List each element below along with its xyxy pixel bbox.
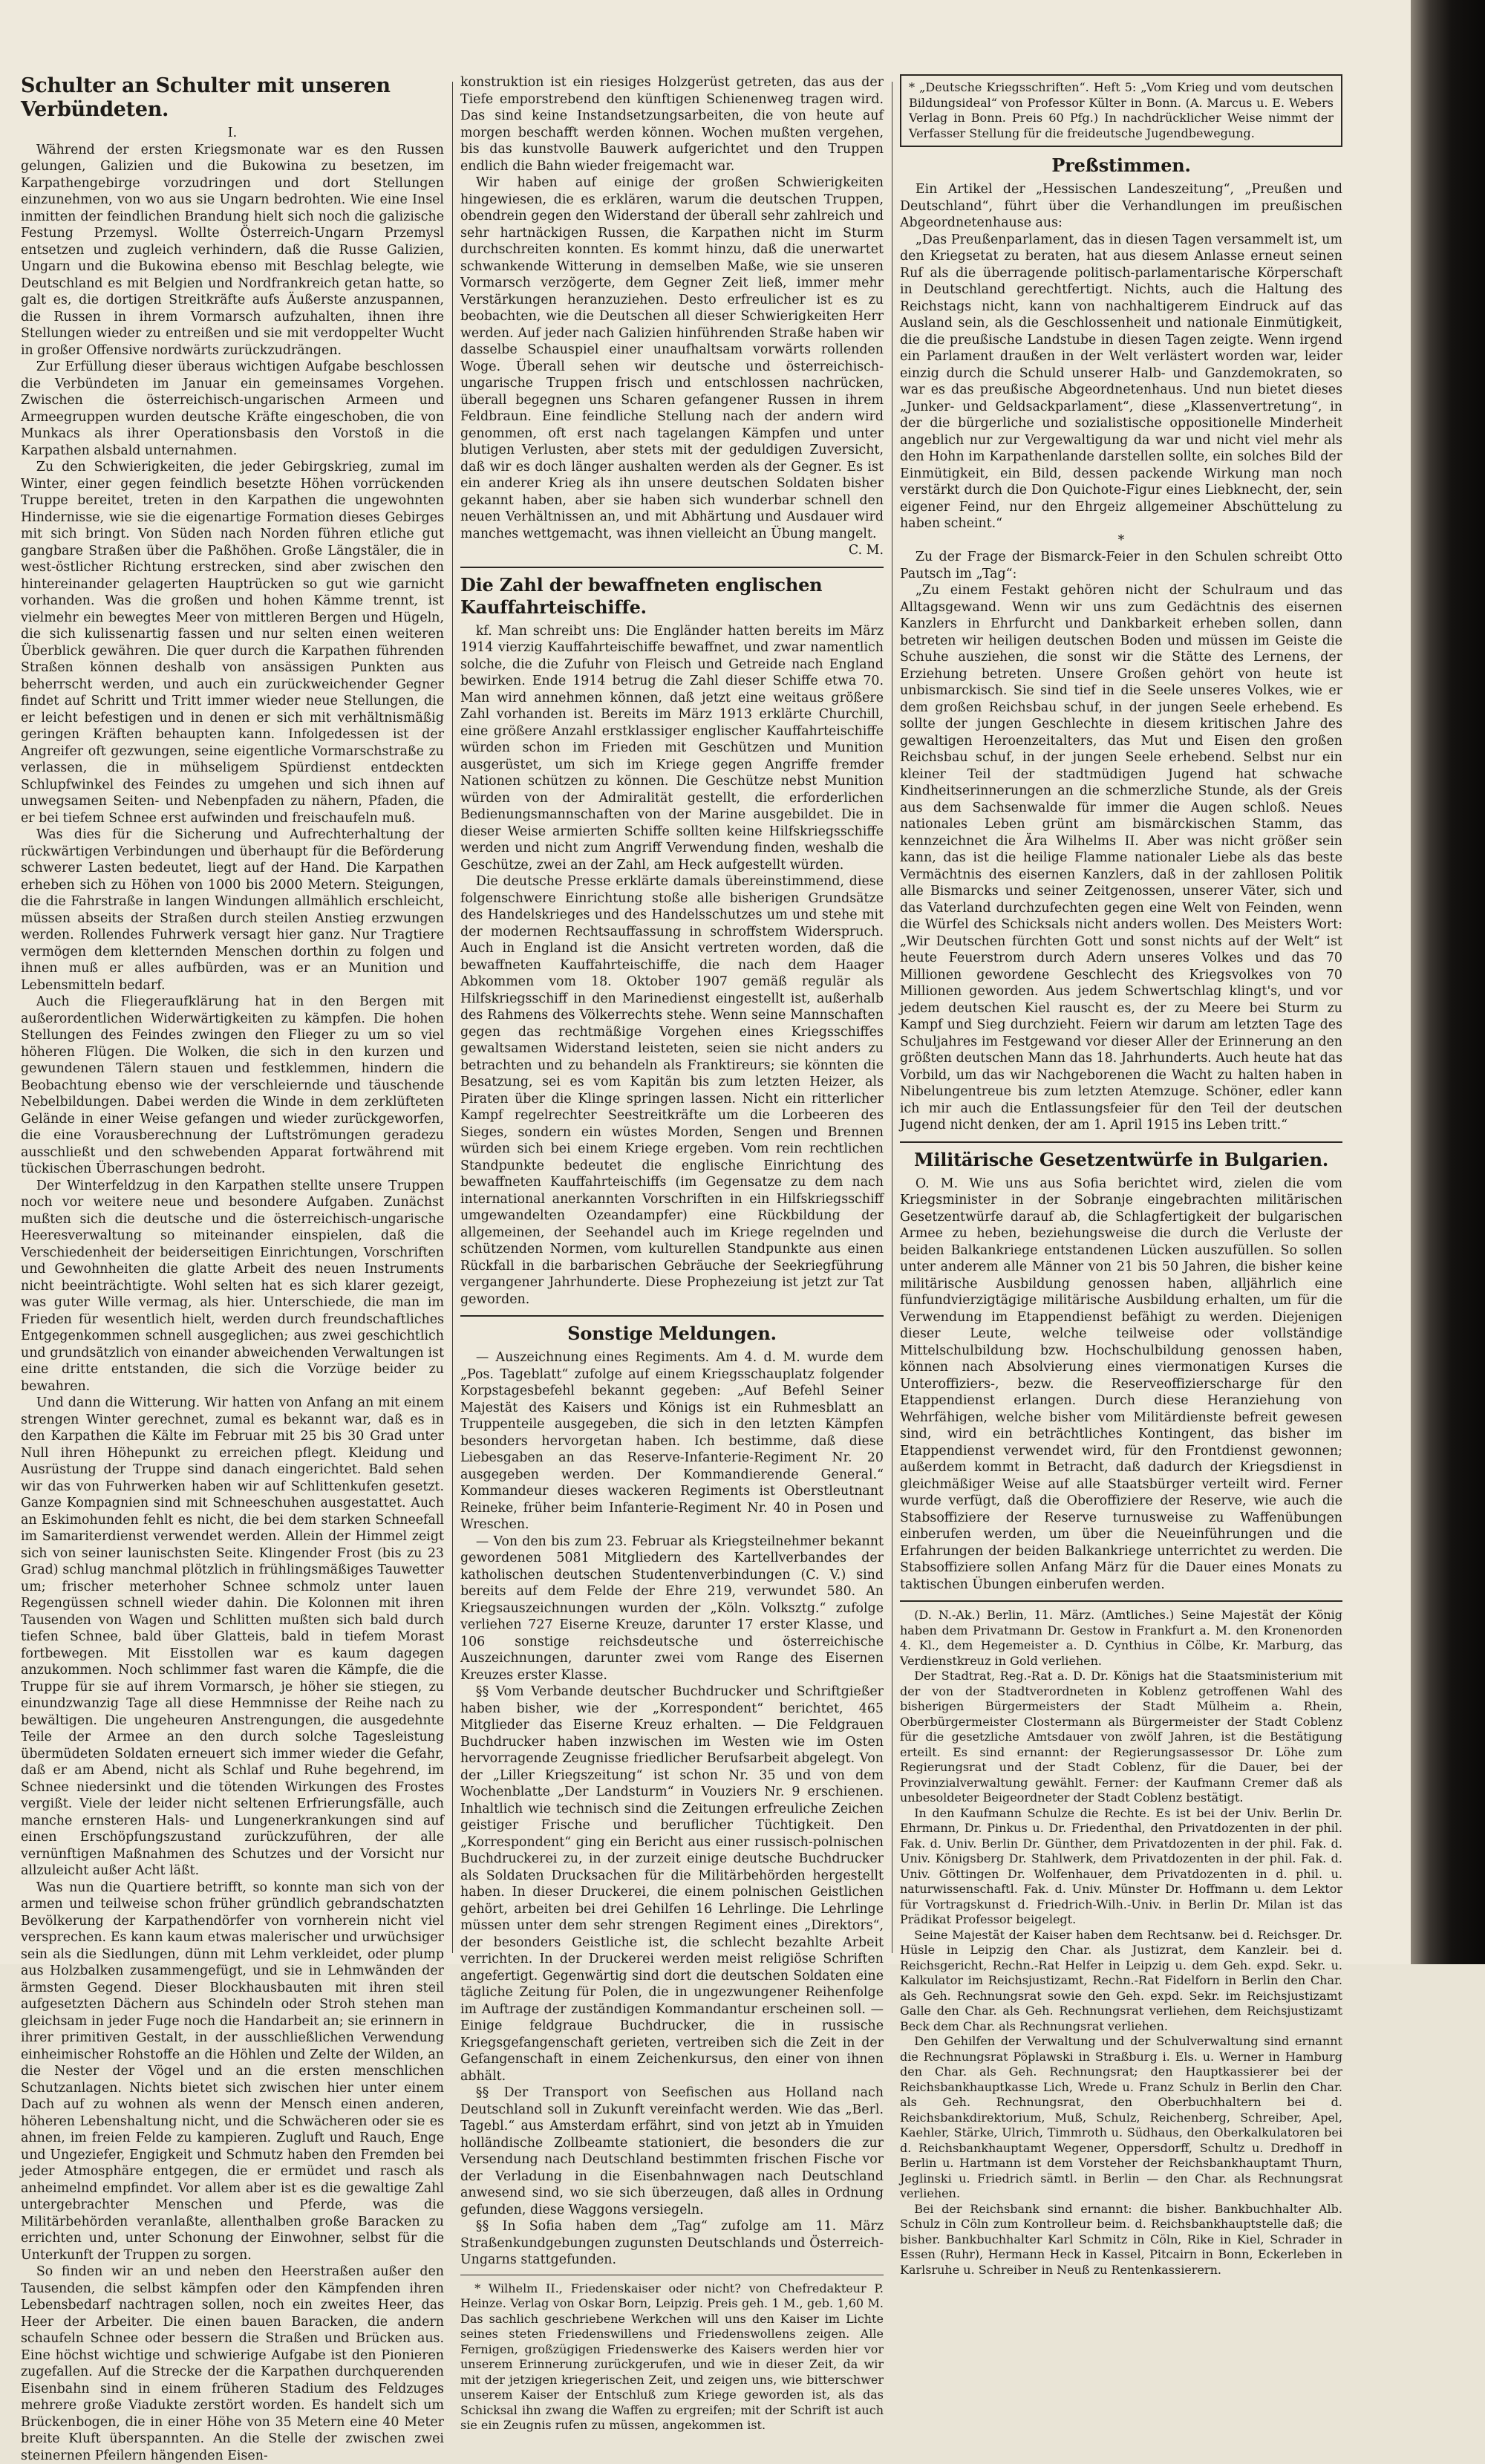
paragraph: Zu den Schwierigkeiten, die jeder Gebirgskrieg, zumal im Winter, einer gegen feindlich besetzte Höhen vorrückenden Truppe bereitet, treten in den Karpathen die ungewohnten Hindernisse, wie sie die eigenartige Formation dieses Gebirges mit sich bringt. Von Süden nach Norden führen etliche gut gangbare Straßen über die Paßhöhen. Große Längstäler, die in west-östlicher Richtung erstrecken, sind aber zwischen den hintereinander gelagerten Hauptrücken so gut wie garnicht vorhanden. Was die großen und hohen Kämme trennt, ist vielmehr ein bewegtes Meer von mittleren Bergen und Hügeln, die sich kulissenartig fassen und nur selten einen weiteren Überblick gewähren. Die quer durch die Karpathen führenden Straßen können deshalb von ansässigen Punkten aus beherrscht werden, und auch ein zurückweichender Gegner findet auf Schritt und Tritt immer wieder neue Stellungen, die er leicht befestigen und in denen er sich mit verhältnismäßig geringen Kräften behaupten kann. Infolgedessen ist der Angreifer oft gezwungen, seine eigentliche Vormarschstraße zu verlassen, die in mühseligem Spürdienst entdeckten Schlupfwinkel des Feindes zu umgehen und sich ihnen auf unwegsamen Seiten- und Nebenpfaden zu nähern, Pfaden, die er bei tiefem Schnee erst aufwinden und freischaufeln muß. xyxy=(21,459,444,827)
paragraph: Zur Erfüllung dieser überaus wichtigen Aufgabe beschlossen die Verbündeten im Januar ein gemeinsames Vorgehen. Zwischen die österreichisch-ungarischen Armeen und Armeegruppen wurden deutsche Kräfte eingeschoben, die von Munkacs als ihrer Operationsbasis den Vorstoß in die Karpathen alsbald unternahmen. xyxy=(21,359,444,459)
article-part-number: I. xyxy=(21,125,444,142)
article-body xyxy=(21,142,444,2464)
paragraph: „Zu einem Festakt gehören nicht der Schulraum und das Alltagsgewand. Wenn wir uns zum Gedächtnis des eisernen Kanzlers in Ehrfurcht und Dankbarkeit erheben sollen, dann betreten wir heiligen deutschen Boden und müssen im Geiste die Schuhe ausziehen, die sonst wir die Stätte des Lernens, der Erziehung betreten. Unsere Großen gehört von heute ist unbismarckisch. Sie sind tief in die Seele unseres Volkes, wie er dem großen Reichsbau schuf, in der jungen Seele erhebend. Es sollte der jungen Geschlechte in diesem kritischen Jahre des gewaltigen Heroenzeitalters, das Mut und Eisen den großen Reichsbau schuf, in der jungen Seele erhebend. Selbst nur ein kleiner Teil der stadtmüdigen Jugend hat schwache Kindheitserinnerungen an die schmerzliche Stunde, als der Greis aus dem Sachsenwalde für immer die Augen schloß. Neues nationales Leben grünt am bismärckischen Stamm, das kennzeichnet die Ära Wilhelms II. Aber was nicht größer sein kann, das ist die heilige Flamme nationaler Liebe als das beste Vermächtnis des eisernen Kanzlers, daß in der zahllosen Politik alle Bismarcks und seiner Zeitgenossen, unserer Väter, sich und das Vaterland durchzufechten gegen eine Welt von Feinden, wenn die Würfel des Schicksals nicht anders wollen. Des Meisters Wort: „Wir Deutschen fürchten Gott und sonst nichts auf der Welt“ ist heute Feuerstrom durch Adern unseres Volkes und das 70 Millionen gewordene Geschlecht des Kriegsvolkes von 70 Millionen geworden. Aus jedem Schwertschlag klingt's, und vor jedem deutschen Kiel rauscht es, der zu Meere bei Sturm zu Kampf und Sieg durchzieht. Feiern wir darum am letzten Tage des Schuljahres im Festgewand vor dieser Aller der Erinnerung an den größten deutschen Mann das 18. Jahrhunderts. Auch heute hat das Vorbild, um das wir Nachgeborenen die Wacht zu halten haben in Nibelungentreue bis zum letzten Atemzuge. Schöner, edler kann ich mir auch die Entlassungsfeier für den Teil der deutschen Jugend nicht denken, der am 1. April 1915 ins Leben tritt.“ xyxy=(900,582,1342,1134)
star-divider: * xyxy=(900,532,1342,550)
section-title-press: Preßstimmen. xyxy=(900,154,1342,177)
paragraph: kf. Man schreibt uns: Die Engländer hatten bereits im März 1914 vierzig Kauffahrteischiffe bewaffnet, und zwar namentlich solche, die die Zufuhr von Fleisch und Getreide nach England bewirken. Ende 1914 betrug die Zahl dieser Schiffe etwa 70. Man wird annehmen können, daß jetzt eine weitaus größere Zahl vorhanden ist. Bereits im März 1913 erklärte Churchill, eine größere Anzahl erstklassiger englischer Kauffahrteischiffe würden schon im Frieden mit Geschützen und Munition ausgerüstet, um sich im Kriege gegen Angriffe fremder Nationen schützen zu können. Die Geschütze nebst Munition würden von der Admiralität gestellt, die erforderlichen Bedienungsmannschaften von der Marine ausgebildet. Die in dieser Weise armierten Schiffe sollten keine Hilfskriegsschiffe werden und nicht zum Angriff Verwendung finden, weshalb die Geschütze, zwei an der Zahl, am Heck aufgestellt würden. xyxy=(460,623,884,874)
paragraph: Zu der Frage der Bismarck-Feier in den Schulen schreibt Otto Pautsch im „Tag“: xyxy=(900,549,1342,582)
section-title-bulgaria: Militärische Gesetzentwürfe in Bulgarien. xyxy=(900,1149,1342,1171)
column-2 xyxy=(460,74,884,1953)
paragraph: Was dies für die Sicherung und Aufrechterhaltung der rückwärtigen Verbindungen und überhaupt für die Beförderung schwerer Lasten bedeutet, liegt auf der Hand. Die Karpathen erheben sich zu Höhen von 1000 bis 2000 Metern. Steigungen, die die Fahrstraße in langen Windungen allmählich erschleicht, müssen abseits der Straßen durch steilen Anstieg erzwungen werden. Rollendes Fuhrwerk versagt hier ganz. Nur Tragtiere vermögen dem kletternden Menschen dorthin zu folgen und ihnen muß er alles aufbürden, was er an Munition und Lebensmitteln bedarf. xyxy=(21,827,444,994)
paragraph: Auch die Fliegeraufklärung hat in den Bergen mit außerordentlichen Widerwärtigkeiten zu kämpfen. Die hohen Stellungen des Feindes zwingen den Flieger zu um so viel höheren Flügen. Die Wolken, die sich in den kurzen und gewundenen Tälern stauen und festklemmen, hindern die Beobachtung ebenso wie der verschleiernde und täuschende Nebelbildungen. Dabei werden die Winde in dem zerklüfteten Gelände in einer Weise gefangen und wieder zurückgeworfen, die eine Vorausberechnung der Luftströmungen geradezu ausschließt und den schwebenden Apparat fortwährend mit tückischen Überraschungen bedroht. xyxy=(21,994,444,1178)
column-3 xyxy=(900,74,1342,1953)
section-divider xyxy=(900,1141,1342,1143)
paragraph: Wir haben auf einige der großen Schwierigkeiten hingewiesen, die es erklären, warum die deutschen Truppen, obendrein gegen den Widerstand der überall sehr zahlreich und sehr hartnäckigen Russen, die Karpathen nicht im Sturm durchschreiten konnten. Es kommt hinzu, daß die unerwartet schwankende Witterung in demselben Maße, wie sie unseren Vormarsch verzögerte, dem Gegner Zeit ließ, immer mehr Verstärkungen heranzuziehen. Desto erfreulicher ist es zu beobachten, wie die Deutschen all dieser Schwierigkeiten Herr werden. Auf jeder nach Galizien hinführenden Straße haben wir dasselbe Schauspiel einer unaufhaltsam vorwärts rollenden Woge. Überall sehen wir deutsche und österreichisch-ungarische Truppen frisch und entschlossen nachrücken, überall begegnen uns Scharen gefangener Russen in ihrem Feldbraun. Eine feindliche Stellung nach der andern wird genommen, oft erst nach tagelangen Kämpfen und unter blutigen Verlusten, aber stets mit der geduldigen Zuversicht, daß wir es doch länger aushalten werden als der Gegner. Es ist ein anderer Krieg als ihn unsere deutschen Soldaten bisher gekannt haben, aber sie haben sich wunderbar schnell den neuen Verhältnissen an, und mit Abhärtung und Ausdauer wird manches wettgemacht, was ihnen vielleicht an Übung mangelt. xyxy=(460,175,884,542)
news-item: §§ Vom Verbande deutscher Buchdrucker und Schriftgießer haben bisher, wie der „Korrespondent“ berichtet, 465 Mitglieder das Eiserne Kreuz erhalten. — Die Feldgrauen Buchdrucker haben inzwischen im Westen wie im Osten hervorragende Zeugnisse friedlicher Berufsarbeit abgelegt. Von der „Liller Kriegszeitung“ ist schon Nr. 35 und von dem Wochenblatte „Der Landsturm“ in Vouziers Nr. 9 erschienen. Inhaltlich wie technisch sind die Zeitungen erfreuliche Zeichen geistiger Frische und beruflicher Tüchtigkeit. Den „Korrespondent“ ging ein Bericht aus einer russisch-polnischen Buchdruckerei zu, in der zurzeit einige deutsche Buchdrucker als Soldaten Drucksachen für die Militärbehörden hergestellt haben. In dieser Druckerei, die einem polnischen Geistlichen gehört, arbeiten bei drei Gehilfen 16 Lehrlinge. Die Lehrlinge müssen unter dem sehr strengen Regiment eines „Direktors“, der besonders Geistliche ist, die schlecht bezahlte Arbeit verrichten. In der Druckerei werden meist religiöse Schriften angefertigt. Gegenwärtig sind dort die deutschen Soldaten eine tägliche Zeitung für Polen, die in ungezwungener Reihenfolge im Auftrage der zuständigen Kommandantur erscheinen soll. — Einige feldgraue Buchdrucker, die in russische Kriegsgefangenschaft gerieten, vertreiben sich die Zeit in der Gefangenschaft in einem Zeichenkursus, den einer von ihnen abhält. xyxy=(460,1684,884,2085)
paragraph: Und dann die Witterung. Wir hatten von Anfang an mit einem strengen Winter gerechnet, zumal es bekannt war, daß es in den Karpathen die Kälte im Februar mit 25 bis 30 Grad unter Null ihren Höhepunkt zu erreichen pflegt. Kleidung und Ausrüstung der Truppe sind danach eingerichtet. Bald sehen wir das von Fuhrwerken haben wir auf Schlittenkufen gesetzt. Ganze Kompagnien sind mit Schneeschuhen ausgestattet. Auch an Eskimohunden fehlt es nicht, die bei dem starken Schneefall im Samariterdienst verwendet werden. Allein der Himmel zeigt sich von seiner launischsten Seite. Klingender Frost (bis zu 23 Grad) schlug manchmal plötzlich in frühlingsmäßiges Tauwetter um; frischer meterhoher Schnee schmolz unter lauen Regengüssen schnell wieder dahin. Die Kolonnen mit ihren Tausenden von Wagen und Schlitten mußten sich bald durch tiefen Schnee, bald über Glatteis, bald in tiefem Morast fortbewegen. Mit Eisstollen war es kaum dagegen anzukommen. Noch schlimmer fast waren die Kämpfe, die die Truppe für sie auf ihrem Vormarsch, je höher sie stiegen, zu einundzwanzig Tage all diese Hemmnisse der Reihe nach zu bewältigen. Die ungeheuren Anstrengungen, die ausgedehnte Teile der Armee an den durch solche Tagesleistung übermüdeten Soldaten erneuert sich immer wieder die Gefahr, daß er am Abend, nicht als Schlaf und Ruhe begehrend, im Schnee niedersinkt und die tötenden Wirkungen des Frostes vergißt. Viele der leider nicht seltenen Erfrierungsfälle, auch manche ernsteren Hals- und Lungenerkrankungen sind auf einen Erschöpfungszustand zurückzuführen, der alle vernünftigen Maßnahmen des Schutzes und der Vorsicht nur allzuleicht außer Acht läßt. xyxy=(21,1395,444,1880)
official-notice: Bei der Reichsbank sind ernannt: die bisher. Bankbuchhalter Alb. Schulz in Cöln zum Kontrolleur beim. d. Reichsbankhauptstelle daß; die bisher. Bankbuchhalter Karl Schmitz in Cöln, Rike in Kiel, Schrader in Essen (Ruhr), Hermann Heck in Kassel, Pitcairn in Bonn, Eckerleben in Karlsruhe u. Schreiber in Neuß zu Rentenkassierern. xyxy=(900,2202,1342,2278)
paragraph: O. M. Wie uns aus Sofia berichtet wird, zielen die vom Kriegsminister in der Sobranje eingebrachten militärischen Gesetzentwürfe darauf ab, die Schlagfertigkeit der bulgarischen Armee zu heben, beziehungsweise die durch die Verluste der beiden Balkankriege entstandenen Lücken auszufüllen. So sollen unter anderem alle Männer von 21 bis 50 Jahren, die bisher keine militärische Ausbildung genossen haben, alljährlich eine fünfundvierzigtägige militärische Ausbildung erhalten, um für die Verwendung im Etappendienst befähigt zu werden. Diejenigen dieser Leute, welche teilweise oder vollständige Mittelschulbildung bzw. Hochschulbildung genossen haben, können nach Absolvierung eines viermonatigen Kurses die Unteroffiziers-, bezw. die Reserveoffizierscharge für den Etappendienst erlangen. Durch diese Heranziehung von Wehrfähigen, welche bisher vom Militärdienste befreit gewesen sind, wird ein beträchtliches Kontingent, das bisher im Etappendienst verwendet wird, für den Frontdienst gewonnen; außerdem kommt in Betracht, daß dadurch der Kriegsdienst in gleichmäßiger Weise auf alle Staatsbürger verteilt wird. Ferner wurde verfügt, daß die Oberoffiziere der Reserve, wie auch die Stabsoffiziere der Reserve turnusweise zu Waffenübungen einberufen werden, um über die Neueinführungen und die Erfahrungen der beiden Balkankriege unterrichtet zu werden. Die Stabsoffiziere sollen Anfang März für die Dauer eines Monats zu taktischen Übungen einberufen werden. xyxy=(900,1176,1342,1594)
official-notice: (D. N.-Ak.) Berlin, 11. März. (Amtliches.) Seine Majestät der König haben dem Privatmann Dr. Gestow in Frankfurt a. M. den Kronenorden 4. Kl., dem Hegemeister a. D. Cynthius in Cölbe, Kr. Marburg, das Verdienstkreuz in Gold verliehen. xyxy=(900,1608,1342,1669)
official-notice: Seine Majestät der Kaiser haben dem Rechtsanw. bei d. Reichsger. Dr. Hüsle in Leipzig den Char. als Justizrat, dem Kanzleir. bei d. Reichsgericht, Rechn.-Rat Helfer in Leipzig u. dem Geh. expd. Sekr. u. Kalkulator im Reichsjustizamt, Rechn.-Rat Fidelforn in Berlin den Char. als Geh. Rechnungsrat sowie den Geh. expd. Sekr. im Reichsjustizamt Galle den Char. als Geh. Rechnungsrat verliehen, dem Reichsjustizamt Beck dem Char. als Rechnungsrat verliehen. xyxy=(900,1928,1342,2035)
section-divider xyxy=(900,1600,1342,1602)
news-item: — Von den bis zum 23. Februar als Kriegsteilnehmer bekannt gewordenen 5081 Mitgliedern des Kartellverbandes der katholischen deutschen Studentenverbindungen (C. V.) sind bereits auf dem Felde der Ehre 219, verwundet 580. An Kriegsauszeichnungen wurden der „Köln. Volksztg.“ zufolge verliehen 727 Eiserne Kreuze, darunter 17 erster Klasse, und 106 sonstige reichsdeutsche und österreichische Auszeichnungen, darunter zwei vom Range des Eisernen Kreuzes erster Klasse. xyxy=(460,1534,884,1684)
article-title: Schulter an Schulter mit unseren Verbündeten. xyxy=(21,74,444,122)
author-signature: C. M. xyxy=(460,542,884,559)
official-notice: Der Stadtrat, Reg.-Rat a. D. Dr. Königs hat die Staatsministerium mit der von der Stadtverordneten in Koblenz getroffenen Wahl des bisherigen Bürgermeisters der Stadt Mülheim a. Rhein, Oberbürgermeister Clostermann als Bürgermeister der Stadt Coblenz für die gesetzliche Amtsdauer von zwölf Jahren, ist die Bestätigung erteilt. Es sind ernannt: der Regierungsassessor Dr. Löhe zum Regierungsrat und der Stadt Coblenz, für die Dauer, bei der Provinzialverwaltung gewählt. Ferner: der Kaufmann Cremer daß als unbesoldeter Beigeordneter der Stadt Coblenz bestätigt. xyxy=(900,1669,1342,1806)
paragraph: Was nun die Quartiere betrifft, so konnte man sich von der armen und teilweise schon früher gründlich gebrandschatzten Bevölkerung der Karpathendörfer von vornherein nicht viel versprechen. Es kann kaum etwas malerischer und urwüchsiger sein als die Siedlungen, dünn mit Lehm verkleidet, oder plump aus Holzbalken zusammengefügt, und sie in Lehmwänden der ärmsten Gegend. Dieser Blockhausbauten mit ihren steil aufgesetzten Dächern aus Schindeln oder Stroh stehen man gleichsam in jeder Fuge noch die Handarbeit an; sie erinnern in ihrer primitiven Gestalt, in der ausschließlichen Verwendung einheimischer Rohstoffe an die Höhlen und Zelte der Wilden, an die Nester der Vögel und an die ersten menschlichen Schutzanlagen. Nichts bietet sich zwischen hier unter einem Dach auf zu wohnen als wenn der Mensch einen anderen, höheren Lebenshaltung nicht, und die Schwächeren oder sie es ahnen, im freien Felde zu kampieren. Zugluft und Rauch, Enge und Ungeziefer, Engigkeit und Schmutz haben den Fremden bei jeder Atmosphäre entgegen, die er ermüdet und rasch als anheimelnd empfindet. Vor allem aber ist es die gewaltige Zahl untergebrachter Menschen und Pferde, was die Militärbehörden veranlaßte, allenthalben große Baracken zu errichten und, unter Schonung der Einwohner, selbst für die Unterkunft der Truppen zu sorgen. xyxy=(21,1880,444,2264)
book-notice: * Wilhelm II., Friedenskaiser oder nicht? von Chefredakteur P. Heinze. Verlag von Oskar Born, Leipzig. Preis geh. 1 M., geb. 1,60 M. Das sachlich geschriebene Werkchen will uns den Kaiser im Lichte seines steten Friedenswillens und Friedenswollens zeigen. Alle Fernigen, großzügigen Friedenswerke des Kaisers werden hier vor unserem Erinnerung zurückgerufen, und wie in dieser Zeit, da wir mit der jetzigen kriegerischen Zeit, und zeigen uns, wie bitterschwer unserem Kaiser der Entschluß zum Kriege geworden ist, als das Schicksal ihn zwang die Waffen zu ergreifen; mit der Schrift ist auch sie ein Zeugnis rufen zu müssen, angekommen ist. xyxy=(460,2281,884,2434)
page-binding-shadow xyxy=(1411,0,1485,1964)
section-title-news: Sonstige Meldungen. xyxy=(460,1323,884,1345)
book-notice: * „Deutsche Kriegsschriften“. Heft 5: „Vom Krieg und vom deutschen Bildungsideal“ von Professor Külter in Bonn. (A. Marcus u. E. Webers Verlag in Bonn. Preis 60 Pfg.) In nachdrücklicher Weise nimmt der Verfasser Stellung für die freideutsche Jugendbewegung. xyxy=(909,80,1334,141)
news-item: — Auszeichnung eines Regiments. Am 4. d. M. wurde dem „Pos. Tageblatt“ zufolge auf einem Kriegsschauplatz folgender Korpstagesbefehl bekannt gegeben: „Auf Befehl Seiner Majestät des Kaisers und Königs ist ein Ruhmesblatt an Truppenteile ausgegeben, die sich in den letzten Kämpfen besonders hervorgetan haben. Ich bestimme, daß diese Liebesgaben an das Reserve-Infanterie-Regiment Nr. 20 ausgegeben werden. Der Kommandierende General.“ Kommandeur dieses wackeren Regiments ist Oberstleutnant Reineke, früher beim Infanterie-Regiment Nr. 40 in Posen und Wreschen. xyxy=(460,1349,884,1534)
column-1 xyxy=(21,74,444,1953)
section-title-ships: Die Zahl der bewaffneten englischen Kauffahrteischiffe. xyxy=(460,574,884,619)
paragraph: Der Winterfeldzug in den Karpathen stellte unsere Truppen noch vor weitere neue und besondere Aufgaben. Zunächst mußten sich die deutsche und die österreichisch-ungarische Heeresverwaltung so miteinander einspielen, daß die Verschiedenheit der beiderseitigen Einrichtungen, Vorschriften und Gewohnheiten die glatte Arbeit des neuen Instruments nicht beeinträchtigte. Wohl selten hat es sich klarer gezeigt, was guter Wille vermag, als hier. Unterschiede, die man im Frieden für wesentlich hielt, werden durch freundschaftliches Entgegenkommen schnell ausgeglichen; aus zwei geschichtlich und grundsätzlich von einander abweichenden Verwaltungen ist eine dritte entstanden, die sich die Vorzüge beider zu bewahren. xyxy=(21,1178,444,1395)
section-divider xyxy=(460,567,884,568)
book-notice-box xyxy=(900,74,1342,147)
paragraph: So finden wir an und neben den Heerstraßen außer den Tausenden, die selbst kämpfen oder den Kämpfenden ihren Lebensbedarf nachtragen sollen, noch ein zweites Heer, das Heer der Arbeiter. Die einen bauen Baracken, die andern schaufeln Schnee oder bessern die Straßen und Brücken aus. Eine höchst wichtige und schwierige Aufgabe ist den Pionieren zugefallen. Auf die Strecke der die Karpathen durchquerenden Eisenbahn sind in einem früheren Stadium des Feldzuges mehrere große Viadukte zerstört worden. Es handelt sich um Brückenbogen, die in einer Höhe von 35 Metern eine 40 Meter breite Kluft überspannten. An die Stelle der zwischen zwei steinernen Pfeilern hängenden Eisen- xyxy=(21,2263,444,2464)
news-item: §§ In Sofia haben dem „Tag“ zufolge am 11. März Straßenkundgebungen zugunsten Deutschlands und Österreich-Ungarns stattgefunden. xyxy=(460,2218,884,2269)
news-item: §§ Der Transport von Seefischen aus Holland nach Deutschland soll in Zukunft vereinfacht werden. Wie das „Berl. Tagebl.“ aus Amsterdam erfährt, sind von jetzt ab in Ymuiden holländische Zollbeamte stationiert, die besonders die zur Versendung nach Deutschland bestimmten frischen Fische vor der Verladung in die Eisenbahnwagen nach Deutschland anwesend sind, wo sie sich überzeugen, daß alles in Ordnung gefunden, diese Waggons versiegeln. xyxy=(460,2085,884,2218)
paragraph: Während der ersten Kriegsmonate war es den Russen gelungen, Galizien und die Bukowina zu besetzen, im Karpathengebirge vorzudringen und dort Stellungen einzunehmen, von wo aus sie Ungarn bedrohten. Wie eine Insel inmitten der feindlichen Brandung hielt sich noch die galizische Festung Przemysl. Wollte Österreich-Ungarn Przemysl entsetzen und zugleich verhindern, daß die Russe Galizien, Ungarn und die Bukowina ebenso mit Beschlag belegte, wie Deutschland es mit Belgien und Nordfrankreich getan hatte, so galt es, die dortigen Streitkräfte aufs Äußerste anzuspannen, die Russen in ihrem Vormarsch aufzuhalten, ihnen ihre Stellungen wieder zu entreißen und sie mit verdoppelter Wucht in großer Offensive nordwärts zurückzudrängen. xyxy=(21,142,444,359)
paragraph: „Das Preußenparlament, das in diesen Tagen versammelt ist, um den Kriegsetat zu beraten, hat aus diesem Anlasse erneut seinen Ruf als die überragende politisch-parlamentarische Körperschaft in Deutschland gerechtfertigt. Nichts, auch die Haltung des Reichstags nicht, kann von nachhaltigerem Eindruck auf das Ausland sein, als die Geschlossenheit und nationale Einmütigkeit, die die preußische Landstube in diesen Tagen zeigte. Wenn irgend ein Parlament draußen in der Welt verlästert worden war, leider einzig durch die Schuld unserer Halb- und Ganzdemokraten, so war es das preußische Abgeordnetenhaus. Und nun bietet dieses „Junker- und Geldsackparlament“, diese „Klassenvertretung“, in der die bürgerliche und sozialistische oppositionelle Minderheit angeblich nur zur Vergewaltigung da war und nicht viel mehr als den Hohn im Karpathenlande darstellen sollte, ein solches Bild der Einmütigkeit, ein Bild, dessen packende Wirkung man noch verstärkt durch die Don Quichote-Figur eines Liebknecht, der, sein eigener Feind, nur den Ehrgeiz allgemeiner Abschüttelung zu haben scheint.“ xyxy=(900,232,1342,532)
column-rule xyxy=(452,82,453,1953)
paragraph: Ein Artikel der „Hessischen Landeszeitung“, „Preußen und Deutschland“, führt über die Verhandlungen im preußischen Abgeordnetenhause aus: xyxy=(900,181,1342,232)
section-divider xyxy=(460,1315,884,1317)
paragraph: konstruktion ist ein riesiges Holzgerüst getreten, das aus der Tiefe emporstrebend den künftigen Schienenweg tragen wird. Das sind keine Instandsetzungsarbeiten, die von heute auf morgen beschafft werden können. Wochen mußten vergehen, bis das kunstvolle Bauwerk aufgerichtet und den Truppen endlich die Bahn wieder freigemacht war. xyxy=(460,74,884,175)
paragraph: Die deutsche Presse erklärte damals übereinstimmend, diese folgenschwere Einrichtung stoße alle bisherigen Grundsätze des Handelskrieges und des Handelsschutzes um und stehe mit der modernen Rechtsauffassung in schroffstem Widerspruch. Auch in England ist die Ansicht vertreten worden, daß die bewaffneten Kauffahrteischiffe, die nach dem Haager Abkommen vom 18. Oktober 1907 gemäß regulär als Hilfskriegsschiff in den Marinedienst eingestellt ist, außerhalb des Rahmens des Völkerrechts stehe. Wenn seine Mannschaften gegen das rechtmäßige Vorgehen eines Kriegsschiffes gewaltsamen Widerstand leisteten, seien sie nicht anders zu betrachten und zu behandeln als Franktireurs; sie könnten die Besatzung, sei es vom Kapitän bis zum letzten Heizer, als Piraten über die Klinge springen lassen. Nicht ein ritterlicher Kampf regelrechter Seestreitkräfte um die Lorbeeren des Sieges, sondern ein wüstes Morden, Sengen und Brennen würden sich bei einem Kriege ergeben. Vom rein rechtlichen Standpunkte bedeutet die englische Einrichtung des bewaffneten Kauffahrteischiffs (im Gegensatze zu dem nach international anerkannten Vorschriften in ein Hilfskriegsschiff umgewandelten Ozeandampfer) eine Rückbildung der allgemeinen, der Seehandel auch im Kriege regelnden und schützenden Normen, vom kulturellen Standpunkte aus einen Rückfall in die barbarischen Gebräuche der Seekriegführung vergangener Jahrhunderte. Diese Prophezeiung ist jetzt zur Tat geworden. xyxy=(460,873,884,1308)
official-notice: In den Kaufmann Schulze die Rechte. Es ist bei der Univ. Berlin Dr. Ehrmann, Dr. Pinkus u. Dr. Friedenthal, den Privatdozenten in der phil. Fak. d. Univ. Berlin Dr. Günther, dem Privatdozenten in der phil. Fak. d. Univ. Königsberg Dr. Stahlwerk, dem Privatdozenten in der phil. Fak. d. Univ. Göttingen Dr. Wolfenhauer, dem Privatdozenten in d. phil. u. naturwissenschaftl. Fak. d. Univ. Münster Dr. Hoffmann u. dem Lektor für Vortragskunst d. Friedrich-Wilh.-Univ. in Berlin Dr. Milan ist das Prädikat Professor beigelegt. xyxy=(900,1806,1342,1928)
official-notice: Den Gehilfen der Verwaltung und der Schulverwaltung sind ernannt die Rechnungsrat Pöplawski in Straßburg i. Els. u. Werner in Hamburg den Char. als Geh. Rechnungsrat; den Hauptkassierer bei der Reichsbankhauptkasse Lich, Wrede u. Franz Schulz in Berlin den Char. als Geh. Rechnungsrat, den Oberbuchhaltern bei d. Reichsbankdirektorium, Muß, Schulz, Reichenberg, Schreiber, Apel, Kaehler, Stärke, Ulrich, Timmroth u. Südhaus, den Oberkalkulatoren bei d. Reichsbankhauptamt Wegener, Oppersdorff, Schultz u. Dredhoff in Berlin u. Hartmann ist dem Vorsteher der Reichsbankhauptamt Thurn, Jeglinski u. Friedrich sämtl. in Berlin — den Char. als Rechnungsrat verliehen. xyxy=(900,2034,1342,2202)
